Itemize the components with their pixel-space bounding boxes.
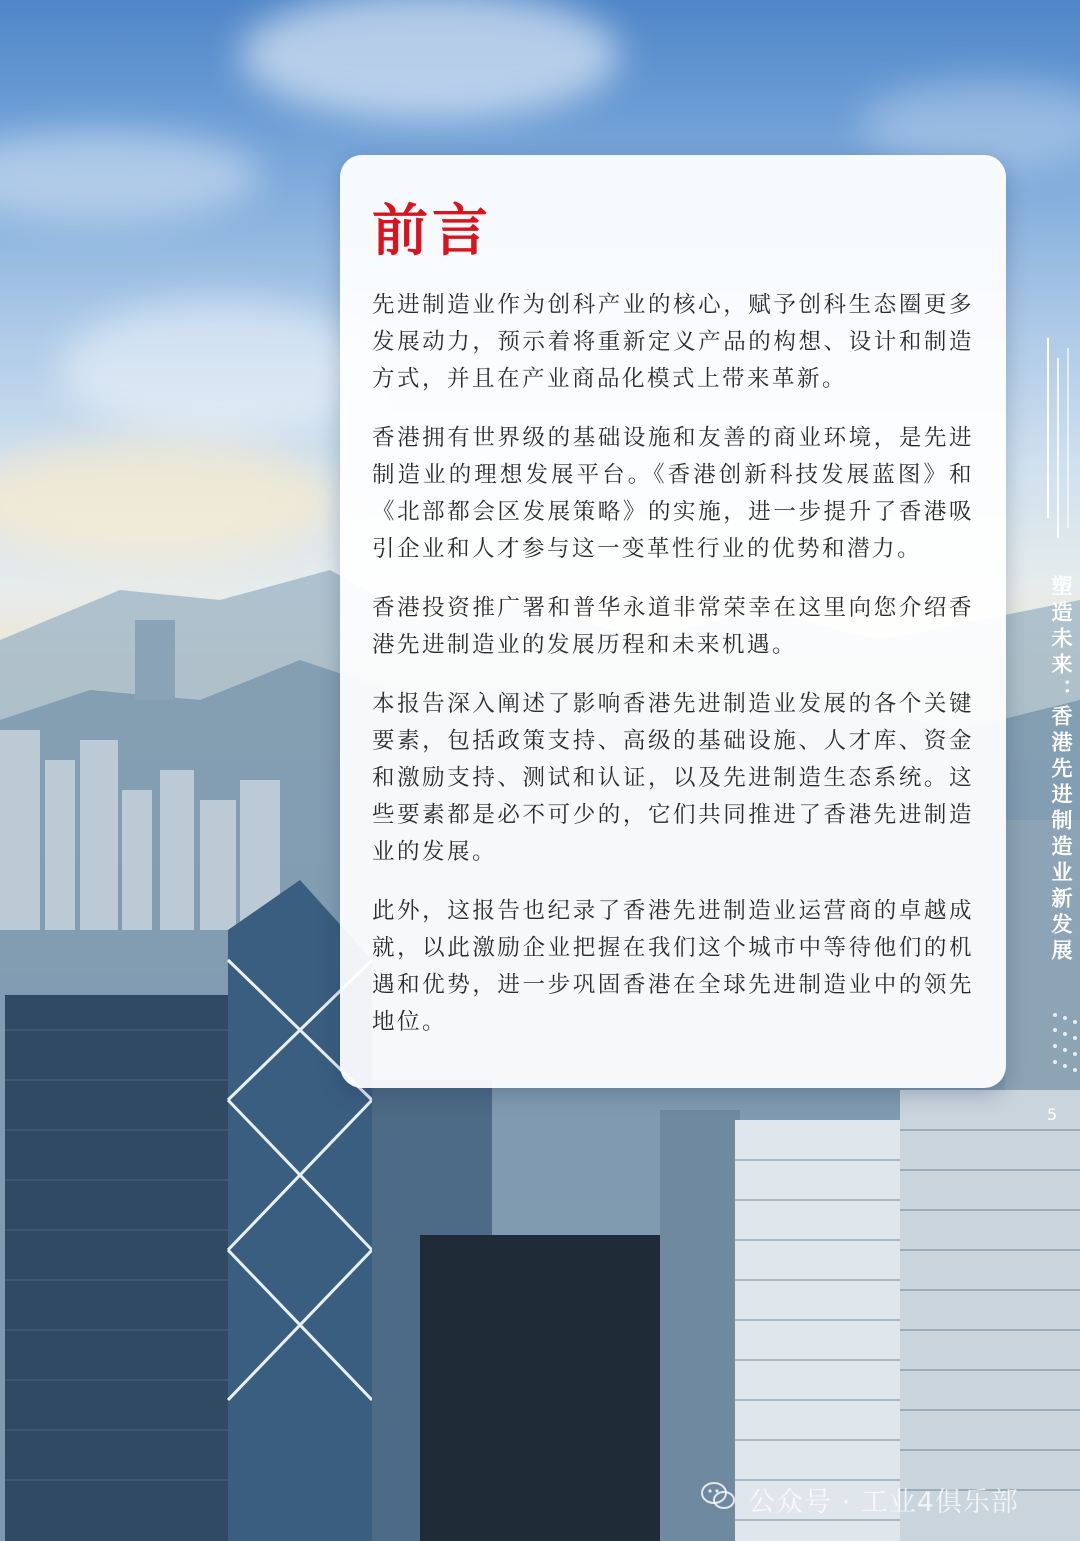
preface-paragraph: 香港拥有世界级的基础设施和友善的商业环境，是先进制造业的理想发展平台。《香港创新科技发展蓝图》和《北部都会区发展策略》的实施，进一步提升了香港吸引企业和人才参与这一变革性行业的优势和潜力。 [372,425,974,562]
watermark [700,1480,1019,1519]
vertical-report-title: 塑造未来：香港先进制造业新发展 [1049,575,1073,965]
preface-paragraph: 先进制造业作为创科产业的核心，赋予创科生态圈更多发展动力，预示着将重新定义产品的构想、设计和制造方式，并且在产业商品化模式上带来革新。 [372,292,974,392]
preface-paragraph: 香港投资推广署和普华永道非常荣幸在这里向您介绍香港先进制造业的发展历程和未来机遇。 [372,595,974,658]
preface-card [340,155,1006,1088]
page-number: 5 [1047,1105,1058,1124]
preface-paragraph: 此外，这报告也纪录了香港先进制造业运营商的卓越成就，以此激励企业把握在我们这个城市中等待他们的机遇和优势，进一步巩固香港在全球先进制造业中的领先地位。 [372,898,974,1035]
preface-title: 前言 [372,199,492,264]
watermark-text: 公众号 · 工业4俱乐部 [748,1487,1019,1518]
decorative-dot-pattern [1050,1010,1080,1084]
decorative-lines [1046,338,1080,542]
preface-paragraph: 本报告深入阐述了影响香港先进制造业发展的各个关键要素，包括政策支持、高级的基础设施、人才库、资金和激励支持、测试和认证，以及先进制造生态系统。这些要素都是必不可少的，它们共同推进了香港先进制造业的发展。 [372,691,974,865]
wechat-icon [700,1481,736,1518]
